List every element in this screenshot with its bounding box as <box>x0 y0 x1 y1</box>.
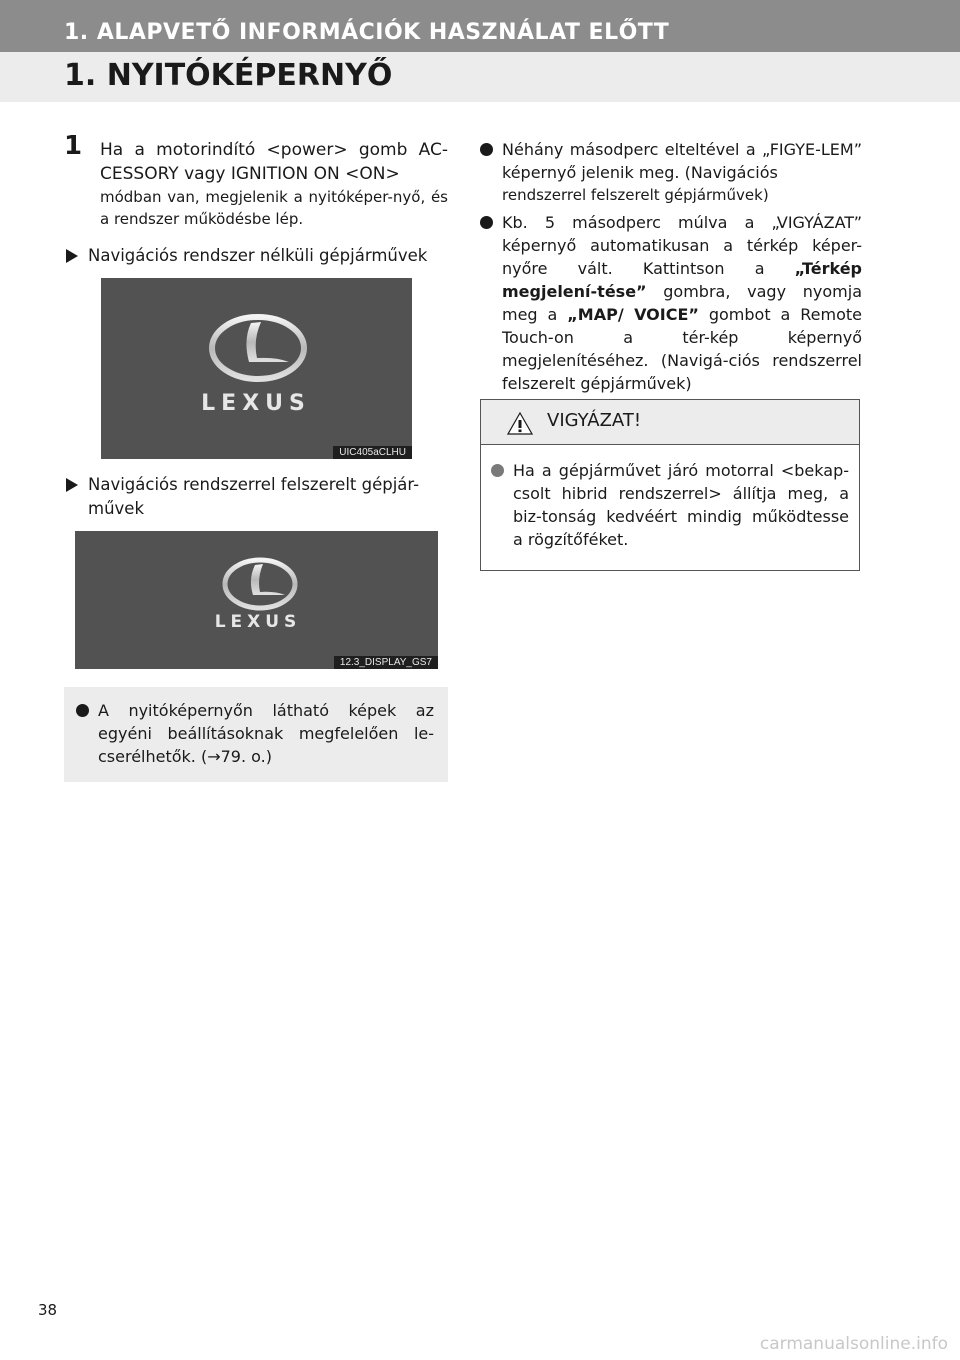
bullet-dot-icon <box>480 216 493 229</box>
subheading-text: Navigációs rendszerrel felszerelt gépjár-művek <box>88 475 420 518</box>
image-code-label: 12.3_DISPLAY_GS7 <box>334 656 438 669</box>
svg-text:LEXUS: LEXUS <box>201 391 311 416</box>
bullet-text: Néhány másodperc elteltével a „FIGYE-LEM” képernyő jelenik meg. (Navigációs <box>502 140 862 182</box>
caution-title: VIGYÁZAT! <box>547 410 642 431</box>
subheading-without-navigation <box>64 244 448 268</box>
step-number: 1 <box>64 131 83 161</box>
caution-item <box>491 459 849 551</box>
screen-image-without-navigation <box>101 278 412 459</box>
page-number: 38 <box>38 1301 58 1319</box>
lexus-logo-icon <box>101 278 412 459</box>
bullet-dot-icon <box>491 464 504 477</box>
note-item <box>76 699 434 768</box>
caution-text: Ha a gépjárművet járó motorral <bekap-csolt hibrid rendszerrel> állítja meg, a biz-tonság kedvéért mindig működtesse a rögzítőféket. <box>513 461 849 549</box>
bullet-dot-icon <box>76 704 89 717</box>
note-box <box>64 687 448 782</box>
triangle-bullet-icon <box>66 249 78 263</box>
chapter-title: 1. ALAPVETŐ INFORMÁCIÓK HASZNÁLAT ELŐTT <box>64 20 670 45</box>
bullet-item-warning-screen <box>480 138 862 207</box>
caution-header <box>481 400 859 445</box>
step-1 <box>64 131 448 230</box>
subheading-text: Navigációs rendszer nélküli gépjárművek <box>88 246 428 265</box>
bullet-item-caution-screen: Kb. 5 másodperc múlva a „VIGYÁZAT” képernyő automatikusan a térkép képer-nyőre vált. Kattintson a „Térkép megjelení-tése” gombra, vagy nyomja meg a „MAP/ VOICE” gombot a Remote Touch-on a tér-kép képernyő megjelenítéséhez. (Navigá-ciós rendszerrel felszerelt gépjárművek) <box>480 211 862 395</box>
bullet-text-sub: rendszerrel felszerelt gépjárművek) <box>502 186 769 204</box>
show-map-button-ref: „Térkép megjelení-tése” <box>502 259 862 301</box>
lexus-logo-icon <box>75 531 438 669</box>
bullet-dot-icon <box>480 143 493 156</box>
section-title: 1. NYITÓKÉPERNYŐ <box>64 58 393 93</box>
section-header-band <box>0 52 960 102</box>
step-1-text-main: Ha a motorindító <power> gomb AC-CESSORY vagy IGNITION ON <ON> <box>100 140 448 184</box>
left-column <box>64 131 448 782</box>
image-code-label: UIC405aCLHU <box>333 446 412 459</box>
right-column <box>480 138 862 399</box>
step-1-text-sub: módban van, megjelenik a nyitóképer-nyő, és a rendszer működésbe lép. <box>100 188 448 228</box>
screen-image-with-navigation <box>75 531 438 669</box>
caution-box <box>480 399 860 571</box>
svg-text:LEXUS: LEXUS <box>214 612 302 632</box>
watermark: carmanualsonline.info <box>759 1334 948 1354</box>
map-voice-button-ref: „MAP/ VOICE” <box>567 305 699 324</box>
note-text: A nyitóképernyőn látható képek az egyéni beállításoknak megfelelően le-cserélhetők. (→79. o.) <box>98 701 434 766</box>
chapter-header-bar <box>0 0 960 52</box>
warning-triangle-icon <box>507 412 533 435</box>
caution-body <box>481 445 859 551</box>
triangle-bullet-icon <box>66 478 78 492</box>
subheading-with-navigation <box>64 473 448 521</box>
